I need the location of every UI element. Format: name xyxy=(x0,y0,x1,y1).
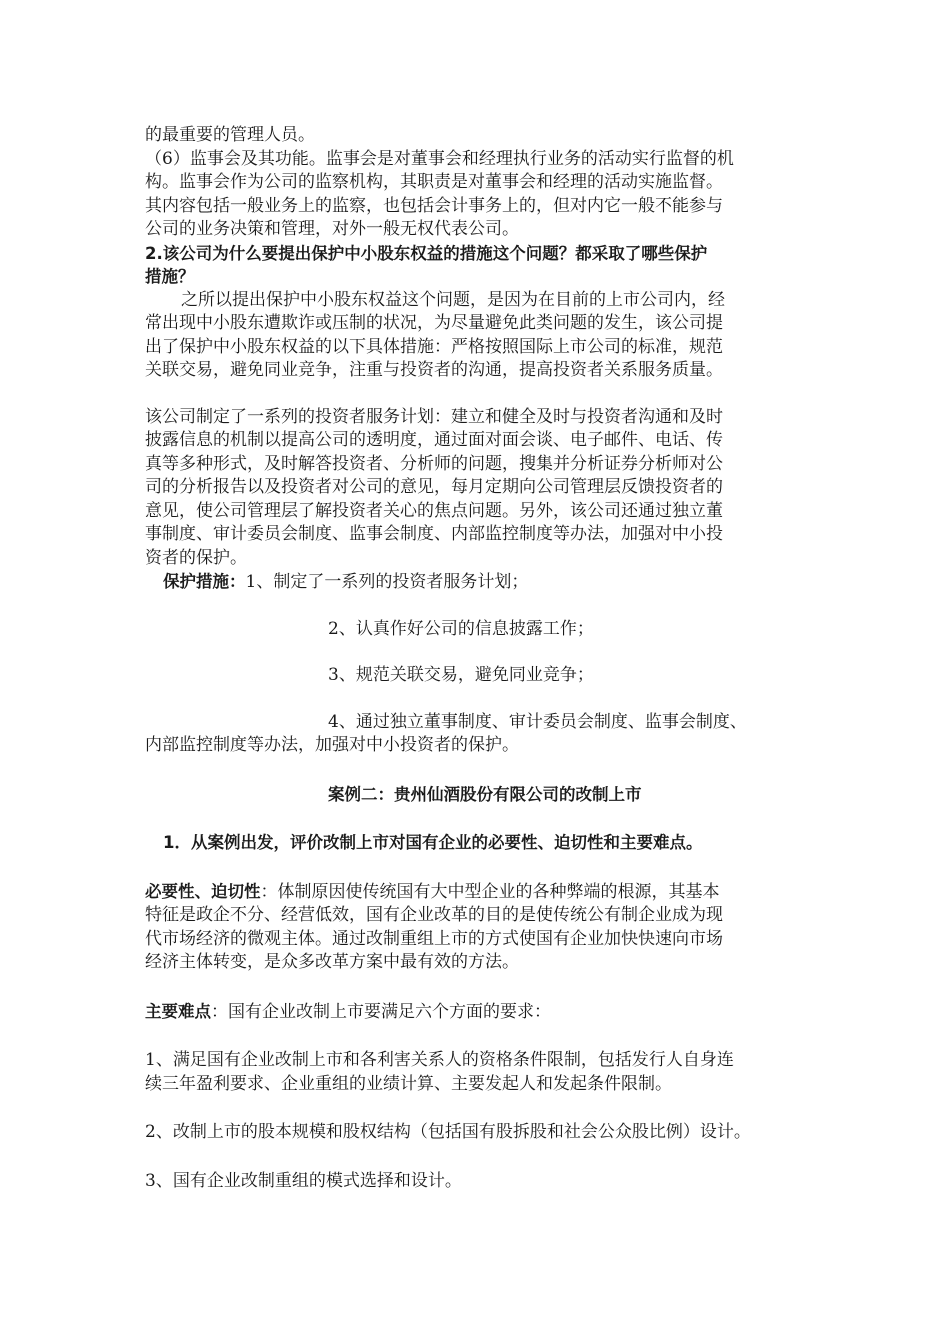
necessity-line: 特征是政企不分、经营低效，国有企业改革的目的是使传统公有制企业成为现 xyxy=(145,905,723,925)
measure-item: 3、规范关联交易，避免同业竞争； xyxy=(328,665,594,685)
measure-item: 2、认真作好公司的信息披露工作； xyxy=(328,618,594,639)
measure-item: 1、制定了一系列的投资者服务计划； xyxy=(245,572,529,592)
difficulty-line xyxy=(145,1000,825,1025)
question-heading-cont: 措施？ xyxy=(145,267,195,286)
measures-line xyxy=(145,570,825,595)
requirement-item: 1、满足国有企业改制上市和各利害关系人的资格条件限制，包括发行人自身连 xyxy=(145,1050,734,1070)
measure-item-cont: 内部监控制度等办法，加强对中小投资者的保护。 xyxy=(145,735,519,755)
requirement-item-cont: 续三年盈利要求、企业重组的业绩计算、主要发起人和发起条件限制。 xyxy=(145,1073,672,1094)
question-heading: 2.该公司为什么要提出保护中小股东权益的措施这个问题？都采取了哪些保护 xyxy=(145,243,708,263)
spacer xyxy=(145,688,825,711)
requirement-item: 2、改制上市的股本规模和股权结构（包括国有股拆股和社会公众股比例）设计。 xyxy=(145,1122,751,1142)
answer-line: 关联交易，避免同业竞争，注重与投资者的沟通，提高投资者关系服务质量。 xyxy=(145,360,723,380)
necessity-label: 必要性、迫切性 xyxy=(145,881,261,901)
document-page xyxy=(145,124,825,1193)
plan-line: 披露信息的机制以提高公司的透明度，通过面对面会谈、电子邮件、电话、传 xyxy=(145,430,723,450)
text-line: 公司的业务决策和管理，对外一般无权代表公司。 xyxy=(145,219,519,239)
answer-line: 之所以提出保护中小股东权益这个问题，是因为在目前的上市公司内，经 xyxy=(181,289,725,310)
spacer xyxy=(145,595,825,618)
answer-line: 出了保护中小股东权益的以下具体措施：严格按照国际上市公司的标准，规范 xyxy=(145,336,723,357)
measure-item: 4、通过独立董事制度、审计委员会制度、监事会制度、 xyxy=(328,711,747,732)
spacer xyxy=(145,806,825,831)
necessity-line xyxy=(145,880,825,905)
case-title: 案例二：贵州仙酒股份有限公司的改制上市 xyxy=(328,784,642,804)
spacer xyxy=(145,641,825,664)
plan-line: 意见，使公司管理层了解投资者关心的焦点问题。另外，该公司还通过独立董 xyxy=(145,500,723,521)
text-line: （6）监事会及其功能。监事会是对董事会和经理执行业务的活动实行监督的机 xyxy=(145,148,734,169)
spacer xyxy=(145,1024,825,1049)
difficulty-text: ：国有企业改制上市要满足六个方面的要求： xyxy=(211,1001,551,1022)
spacer xyxy=(145,758,825,783)
measures-label: 保护措施： xyxy=(163,572,246,591)
text-line: 构。监事会作为公司的监察机构，其职责是对董事会和经理的活动实施监督。 xyxy=(145,172,723,192)
text-line: 的最重要的管理人员。 xyxy=(145,125,315,145)
case-question: 1．从案例出发，评价改制上市对国有企业的必要性、迫切性和主要难点。 xyxy=(163,833,703,852)
plan-line: 司的分析报告以及投资者对公司的意见，每月定期向公司管理层反馈投资者的 xyxy=(145,477,723,497)
spacer xyxy=(145,383,825,406)
difficulty-label: 主要难点 xyxy=(145,1001,211,1021)
spacer xyxy=(145,855,825,880)
spacer xyxy=(145,975,825,1000)
spacer xyxy=(145,1145,825,1170)
plan-line: 资者的保护。 xyxy=(145,547,247,568)
plan-line: 事制度、审计委员会制度、监事会制度、内部监控制度等办法，加强对中小投 xyxy=(145,524,723,544)
necessity-line: 代市场经济的微观主体。通过改制重组上市的方式使国有企业加快快速向市场 xyxy=(145,928,723,949)
requirement-item: 3、国有企业改制重组的模式选择和设计。 xyxy=(145,1170,462,1191)
spacer xyxy=(145,1096,825,1121)
plan-line: 该公司制定了一系列的投资者服务计划：建立和健全及时与投资者沟通和及时 xyxy=(145,406,723,427)
necessity-text: ：体制原因使传统国有大中型企业的各种弊端的根源，其基本 xyxy=(260,881,720,902)
answer-line: 常出现中小股东遭欺诈或压制的状况，为尽量避免此类问题的发生，该公司提 xyxy=(145,313,723,333)
necessity-line: 经济主体转变，是众多改革方案中最有效的方法。 xyxy=(145,952,519,972)
plan-line: 真等多种形式，及时解答投资者、分析师的问题，搜集并分析证券分析师对公 xyxy=(145,453,723,474)
text-line: 其内容包括一般业务上的监察，也包括会计事务上的，但对内它一般不能参与 xyxy=(145,195,723,216)
